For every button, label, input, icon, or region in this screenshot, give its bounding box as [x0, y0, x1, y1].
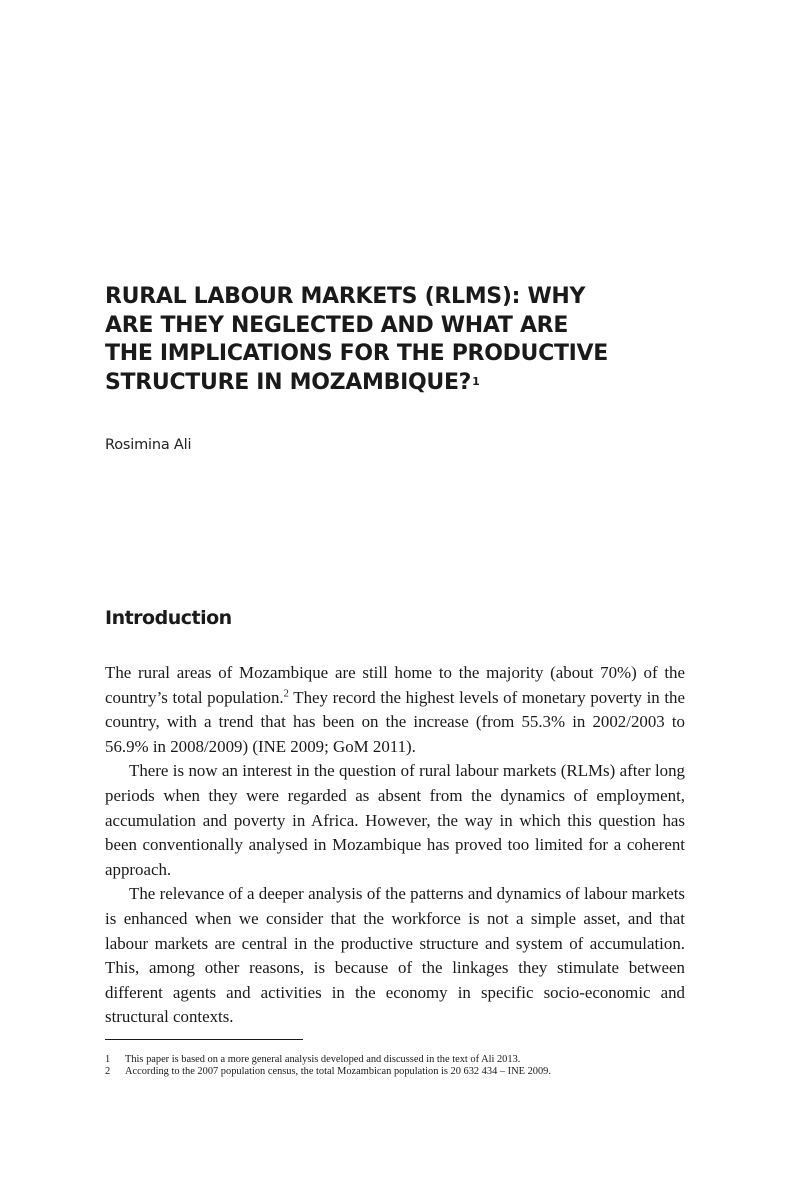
title-line-text: STRUCTURE IN MOZAMBIQUE?: [105, 369, 472, 395]
footnotes: [105, 1054, 685, 1079]
paragraph: [105, 661, 685, 759]
footnote-divider: [105, 1039, 303, 1040]
paragraph: There is now an interest in the question of rural labour markets (RLMs) after long periods when they were regarded as absent from the dynamics of employment, accumulation and poverty in Africa. However, the way in which this question has been conventionally analysed in Mozambique has proved too limited for a coherent approach.: [105, 761, 685, 879]
paragraph-text: The rural areas of Mozambique are still home to the majority (about 70%) of the country’s total population.: [105, 663, 685, 707]
paragraph: The relevance of a deeper analysis of the patterns and dynamics of labour markets is enhanced when we consider that the workforce is not a simple asset, and that labour markets are central in the productive structure and system of accumulation. This, among other reasons, is because of the linkages they stimulate between different agents and activities in the economy in specific socio-economic and structural contexts.: [105, 884, 685, 1027]
footnote-number: 2: [105, 1066, 111, 1078]
chapter-title: [105, 283, 685, 397]
title-line: ARE THEY NEGLECTED AND WHAT ARE: [105, 312, 569, 338]
title-footnote-ref[interactable]: 1: [472, 374, 480, 388]
section-heading: Introduction: [105, 607, 232, 629]
footnote: [105, 1066, 685, 1078]
document-page: [105, 0, 685, 1179]
title-line: [105, 369, 685, 398]
footnote-text: According to the 2007 population census, the total Mozambican population is 20 632 434 – INE 2009.: [125, 1066, 551, 1078]
footnote-ref[interactable]: 2: [283, 687, 289, 699]
body-text: [105, 661, 685, 1030]
title-line: THE IMPLICATIONS FOR THE PRODUCTIVE: [105, 341, 609, 366]
title-line: RURAL LABOUR MARKETS (RLMS): WHY: [105, 284, 586, 309]
author-name: Rosimina Ali: [105, 437, 192, 453]
footnote: [105, 1054, 685, 1066]
footnote-text: This paper is based on a more general analysis developed and discussed in the text of Ali 2013.: [125, 1054, 521, 1065]
paragraph-text: They record the highest levels of monetary poverty in the country, with a trend that has been on the increase (from 55.3% in 2002/2003 to 56.9% in 2008/2009) (INE 2009; GoM 2011).: [105, 687, 685, 756]
footnote-number: 1: [105, 1054, 111, 1065]
